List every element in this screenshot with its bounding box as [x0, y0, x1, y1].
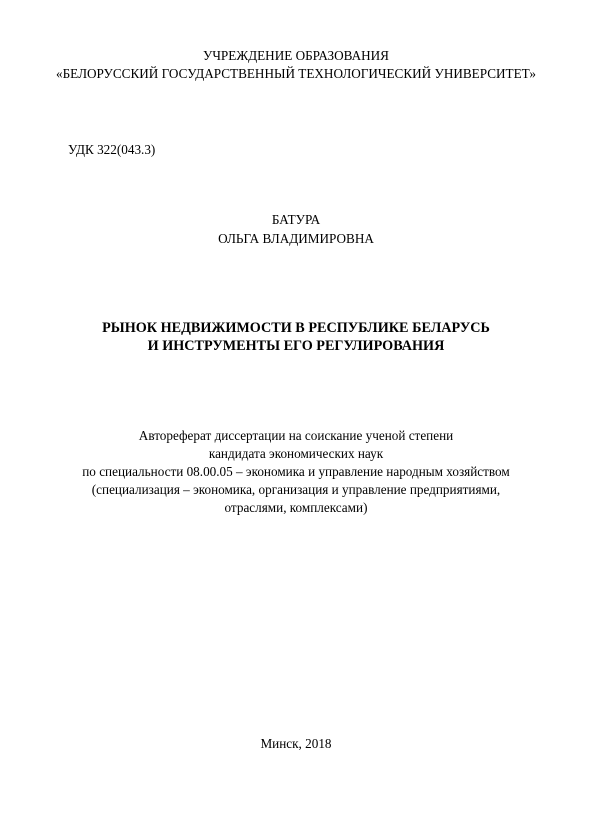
dissertation-title-line-1: РЫНОК НЕДВИЖИМОСТИ В РЕСПУБЛИКЕ БЕЛАРУСЬ	[102, 320, 490, 336]
description-line-5: отраслями, комплексами)	[224, 500, 368, 515]
dissertation-title-line-2: И ИНСТРУМЕНТЫ ЕГО РЕГУЛИРОВАНИЯ	[147, 338, 445, 354]
description-line-4: (специализация – экономика, организация и управление предприятиями,	[91, 482, 501, 497]
udc-code: УДК 322(043.3)	[68, 142, 156, 157]
author-surname: БАТУРА	[271, 212, 321, 227]
city-year: Минск, 2018	[260, 736, 332, 751]
institution-line-2: «БЕЛОРУССКИЙ ГОСУДАРСТВЕННЫЙ ТЕХНОЛОГИЧЕСКИЙ УНИВЕРСИТЕТ»	[56, 66, 536, 81]
description-line-3: по специальности 08.00.05 – экономика и управление народным хозяйством	[82, 464, 510, 479]
description-line-1: Автореферат диссертации на соискание ученой степени	[138, 428, 454, 443]
description-line-2: кандидата экономических наук	[208, 446, 384, 461]
author-given-names: ОЛЬГА ВЛАДИМИРОВНА	[218, 231, 374, 246]
institution-line-1: УЧРЕЖДЕНИЕ ОБРАЗОВАНИЯ	[203, 48, 389, 63]
